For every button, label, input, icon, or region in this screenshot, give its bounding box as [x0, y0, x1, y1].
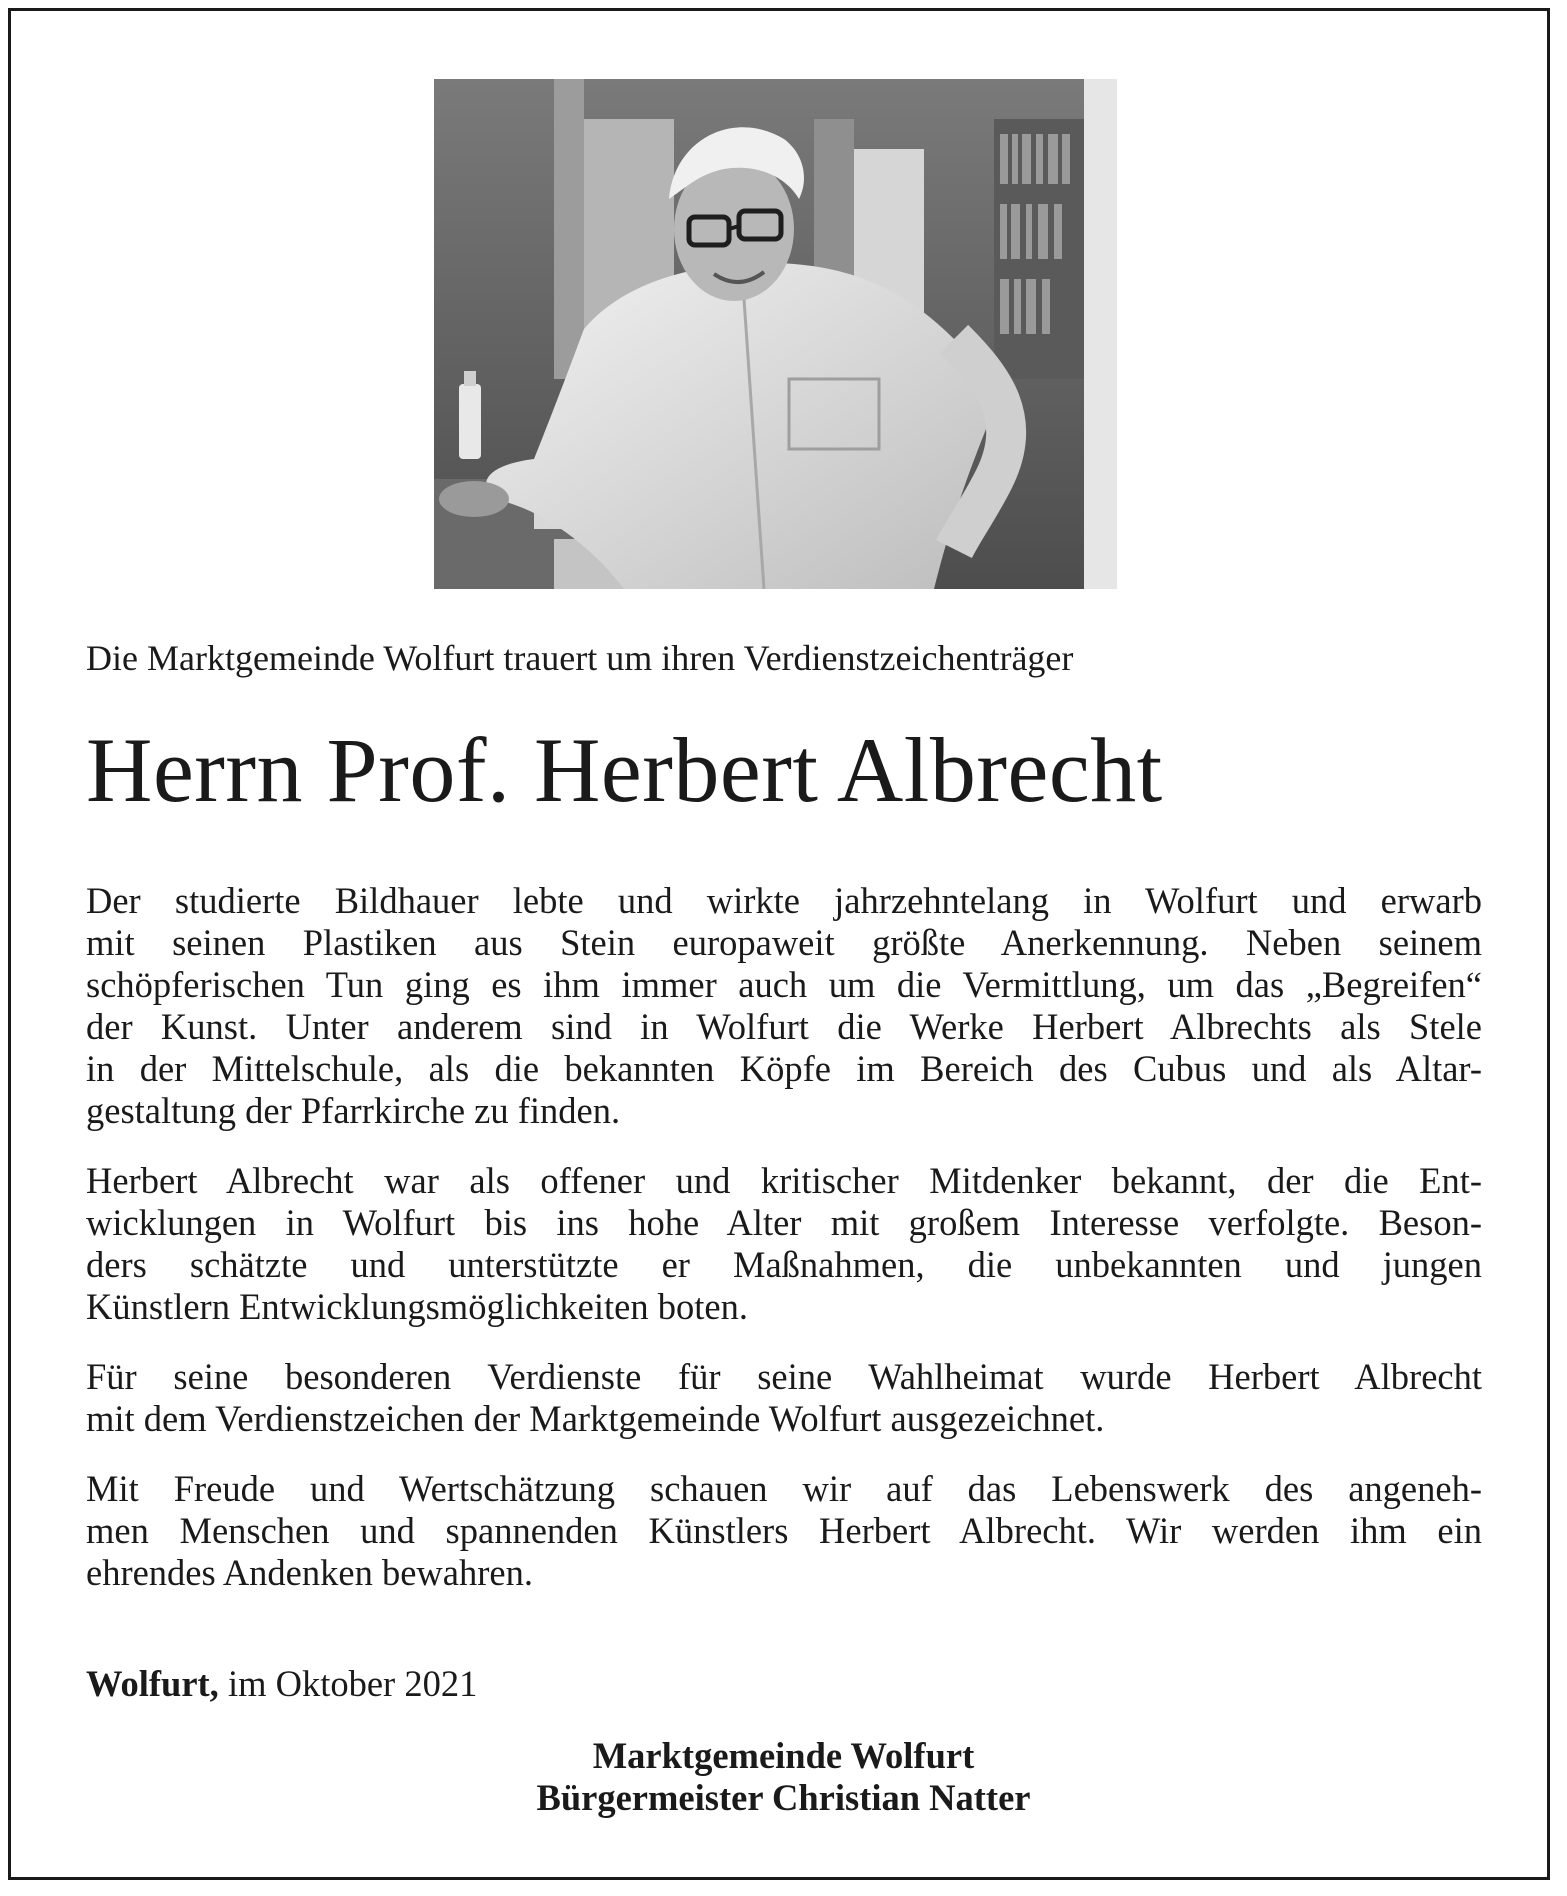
text-line: ders schätzte und unterstützte er Maßnahmen, die unbekannten und jungen [86, 1244, 1482, 1285]
text-line: wicklungen in Wolfurt bis ins hohe Alter mit großem Interesse verfolgte. Beson- [86, 1202, 1482, 1243]
signature-organization: Marktgemeinde Wolfurt [592, 1735, 975, 1776]
deceased-name-title: Herrn Prof. Herbert Albrecht [86, 719, 1163, 821]
dateline-date: im Oktober 2021 [227, 1663, 478, 1704]
text-line: men Menschen und spannenden Künstlers Herbert Albrecht. Wir werden ihm ein [86, 1510, 1482, 1551]
text-line: gestaltung der Pfarrkirche zu finden. [86, 1090, 621, 1131]
text-line: Herbert Albrecht war als offener und kritischer Mitdenker bekannt, der die Ent- [86, 1160, 1482, 1201]
text-line: schöpferischen Tun ging es ihm immer auch um die Vermittlung, um das „Begreifen“ [86, 964, 1482, 1005]
paragraph-1 [86, 880, 1482, 1132]
dateline [86, 1662, 477, 1706]
paragraph-2 [86, 1160, 1482, 1328]
signature-mayor: Bürgermeister Christian Natter [536, 1777, 1031, 1818]
text-line: mit seinen Plastiken aus Stein europaweit größte Anerkennung. Neben seinem [86, 922, 1482, 963]
portrait-photo [434, 79, 1117, 589]
dateline-place: Wolfurt, [86, 1663, 219, 1704]
paragraph-3 [86, 1356, 1482, 1440]
paragraph-4 [86, 1468, 1482, 1594]
text-line: der Kunst. Unter anderem sind in Wolfurt die Werke Herbert Albrechts als Stele [86, 1006, 1482, 1047]
portrait-photo-icon [434, 79, 1117, 589]
text-line: in der Mittelschule, als die bekannten Köpfe im Bereich des Cubus und als Altar- [86, 1048, 1482, 1089]
text-line: ehrendes Andenken bewahren. [86, 1552, 533, 1593]
signature-block [0, 1735, 1567, 1819]
text-line: mit dem Verdienstzeichen der Marktgemeinde Wolfurt ausgezeichnet. [86, 1398, 1105, 1439]
intro-line: Die Marktgemeinde Wolfurt trauert um ihren Verdienstzeichenträger [86, 638, 1074, 678]
obituary-body [86, 880, 1482, 1622]
text-line: Künstlern Entwicklungsmöglichkeiten boten. [86, 1286, 748, 1327]
text-line: Mit Freude und Wertschätzung schauen wir auf das Lebenswerk des angeneh- [86, 1468, 1482, 1509]
text-line: Für seine besonderen Verdienste für seine Wahlheimat wurde Herbert Albrecht [86, 1356, 1482, 1397]
text-line: Der studierte Bildhauer lebte und wirkte jahrzehntelang in Wolfurt und erwarb [86, 880, 1482, 921]
